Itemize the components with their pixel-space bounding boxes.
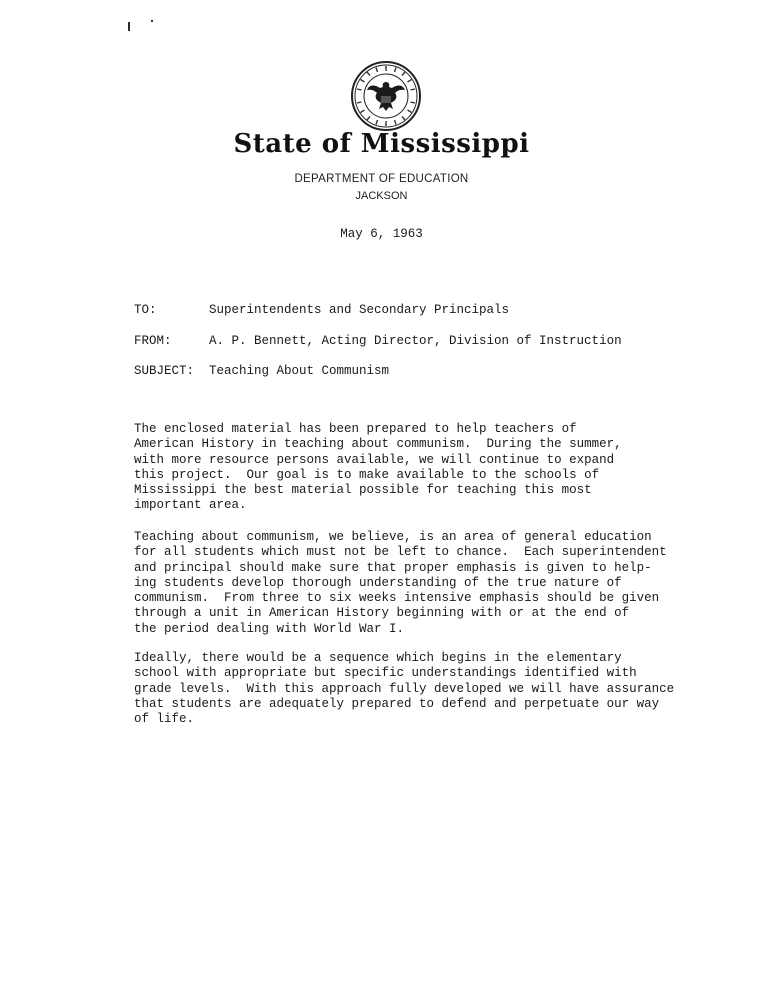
body-paragraph-1: The enclosed material has been prepared to help teachers of American History in teaching about communism. During the summer, with more resource persons available, we will continue to expand this project. Our goal is to make available to the schools of Mississippi the best material possible for teaching this most important area. [134, 422, 622, 513]
to-value: Superintendents and Secondary Principals [209, 303, 510, 317]
scan-mark [151, 20, 153, 22]
subject-row [134, 364, 389, 378]
memo-date: May 6, 1963 [340, 227, 423, 241]
scan-mark [128, 22, 130, 31]
letterhead-title: State of Mississippi [233, 129, 530, 159]
body-paragraph-2: Teaching about communism, we believe, is an area of general education for all students which must not be left to chance. Each superintendent and principal should make sure that proper emphasis is given to help- ing students develop thorough understanding of the true nature of communism. From three to six weeks intensive emphasis should be given through a unit in American History beginning with or at the end of the period dealing with World War I. [134, 530, 667, 636]
to-label: TO: [134, 303, 157, 317]
to-row [134, 303, 509, 317]
from-label: FROM: [134, 334, 172, 348]
state-seal-eagle-icon [350, 60, 422, 132]
subject-label: SUBJECT: [134, 364, 195, 378]
department-name: DEPARTMENT OF EDUCATION [294, 173, 469, 185]
body-paragraph-3: Ideally, there would be a sequence which begins in the elementary school with appropriate but specific understandings identified with grade levels. With this approach fully developed we will have assurance that students are adequately prepared to defend and perpetuate our way of life. [134, 651, 675, 727]
from-row [134, 334, 622, 348]
city-name: JACKSON [355, 190, 408, 202]
subject-value: Teaching About Communism [209, 364, 390, 378]
from-value: A. P. Bennett, Acting Director, Division of Instruction [209, 334, 622, 348]
